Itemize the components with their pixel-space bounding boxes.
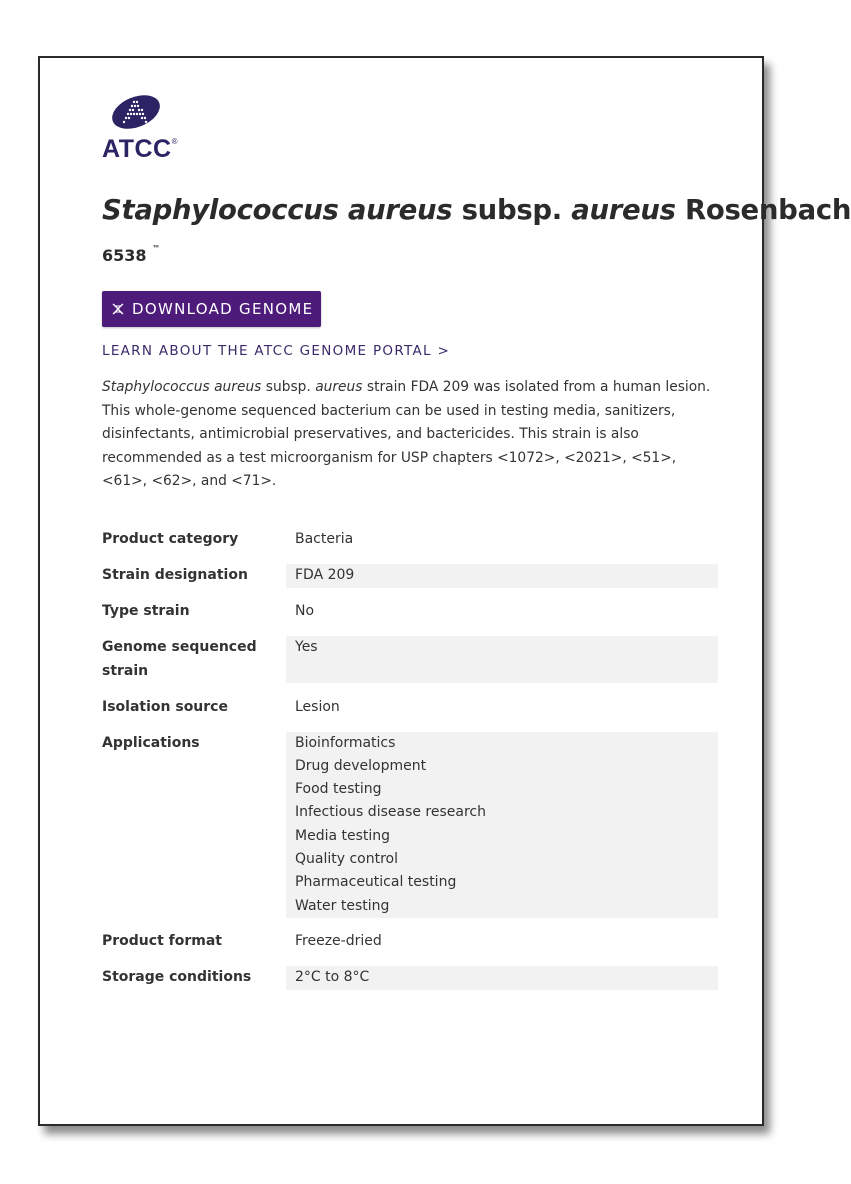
application-item: Quality control (295, 850, 399, 867)
spec-label: Isolation source (102, 698, 228, 715)
spec-value: Lesion (295, 698, 340, 715)
atcc-logo[interactable] (102, 94, 178, 164)
spec-label: Product category (102, 531, 239, 547)
spec-value: Freeze-dried (295, 933, 382, 950)
application-item: Media testing (295, 827, 391, 844)
spec-row-isolation-source (102, 696, 718, 720)
atcc-logo-icon (110, 94, 162, 130)
product-description: Staphylococcus aureus subsp. aureus strain FDA 209 was isolated from a human lesion. This whole-genome sequenced bacterium can be used in testing media, sanitizers, disinfectants, antimicrobial preservatives, and bactericides. This strain is also recommended as a test microorganism for USP chapters <1072>, <2021>, <51>, <61>, <62>, and <71>. (102, 379, 711, 489)
title-author: Rosenbach (685, 194, 851, 226)
download-genome-button[interactable] (102, 291, 321, 327)
spec-label: Genome sequenced strain (102, 639, 257, 679)
spec-label: Storage conditions (102, 969, 252, 986)
catalog-number: 6538 ™ (102, 244, 161, 265)
spec-value: Bacteria (295, 531, 354, 547)
spec-row-storage-conditions (102, 966, 718, 990)
trademark-symbol: ™ (152, 244, 161, 253)
spec-label: Applications (102, 734, 200, 751)
dna-helix-icon (112, 303, 124, 315)
download-genome-label: DOWNLOAD GENOME (132, 300, 314, 318)
title-species: Staphylococcus aureus (102, 194, 453, 226)
application-item: Drug development (295, 757, 427, 774)
specs-table (102, 528, 718, 1002)
title-subsp: subsp. (461, 194, 562, 226)
product-sheet (38, 56, 851, 1126)
spec-row-product-category (102, 528, 718, 552)
application-item: Bioinformatics (295, 734, 396, 751)
spec-label: Type strain (102, 603, 190, 619)
application-item: Water testing (295, 897, 390, 914)
spec-value-list (286, 732, 718, 918)
spec-value: No (295, 603, 315, 619)
application-item: Infectious disease research (295, 804, 486, 821)
spec-row-product-format (102, 930, 718, 954)
spec-value: 2°C to 8°C (286, 966, 718, 990)
spec-label: Product format (102, 933, 222, 950)
spec-value: Yes (286, 636, 718, 683)
spec-value: FDA 209 (286, 564, 718, 588)
spec-row-genome-sequenced (102, 636, 718, 683)
title-subspecies: aureus (571, 194, 676, 226)
spec-row-strain-designation (102, 564, 718, 588)
product-title (102, 194, 851, 226)
application-item: Pharmaceutical testing (295, 874, 457, 891)
spec-label: Strain designation (102, 567, 248, 583)
atcc-logo-text: ATCC® (102, 135, 178, 163)
spec-row-applications (102, 732, 718, 918)
genome-portal-link[interactable]: LEARN ABOUT THE ATCC GENOME PORTAL > (102, 343, 451, 359)
application-item: Food testing (295, 781, 382, 798)
spec-row-type-strain (102, 600, 718, 624)
